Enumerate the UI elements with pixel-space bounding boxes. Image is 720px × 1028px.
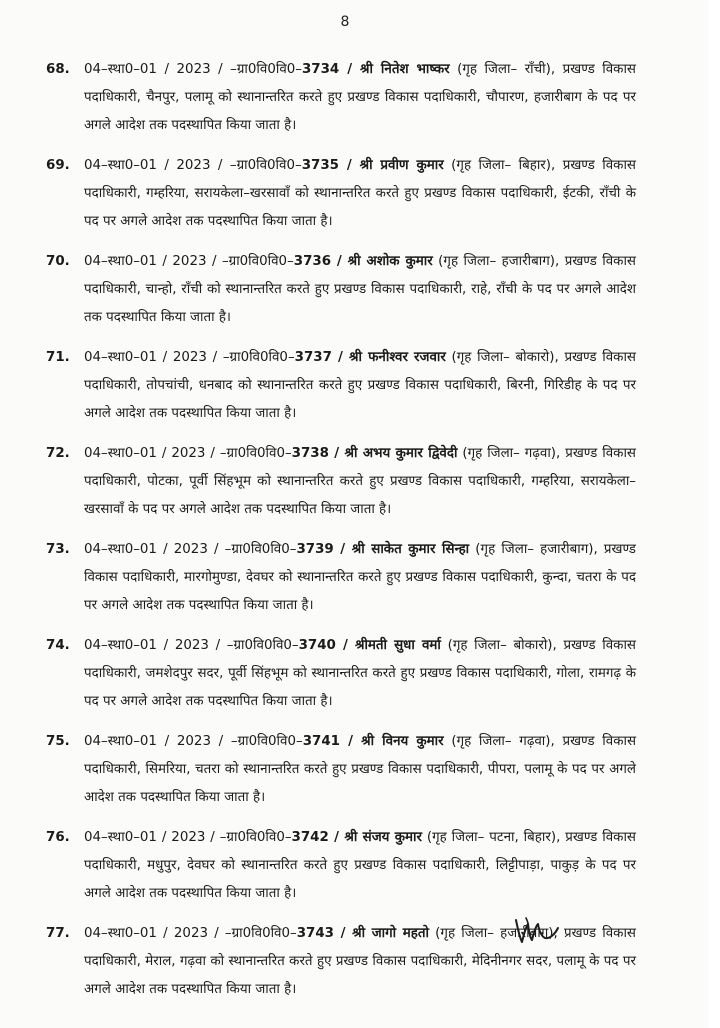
transfer-order [40,536,636,620]
reference-number: 3736 [293,254,332,269]
officer-name: / श्री जागो महतो [334,926,429,941]
order-number: 76. [46,830,70,845]
transfer-order [40,440,636,524]
order-details: (गृह जिला– बोकारो), प्रखण्ड विकास पदाधिकारी, तोपचांची, धनबाद को स्थानान्तरित करते हुए प्रखण्ड विकास पदाधिकारी, बिरनी, गिरिडीह के पद पर अगले आदेश तक पदस्थापित किया जाता है। [84,350,636,421]
transfer-order [40,152,636,236]
transfer-order [40,56,636,140]
reference-number: 3739 [296,542,334,557]
reference-number: 3734 [301,62,340,77]
reference-prefix: 04–स्था0–01 / 2023 / –ग्रा0वि0वि0– [84,638,299,653]
order-details: (गृह जिला– हजारीबाग), प्रखण्ड विकास पदाधिकारी, मेराल, गढ़वा को स्थानान्तरित करते हुए प्रखण्ड विकास पदाधिकारी, मेदिनीनगर सदर, पलामू के पद पर अगले आदेश तक पदस्थापित किया जाता है। [84,926,636,997]
order-details: (गृह जिला– हजारीबाग), प्रखण्ड विकास पदाधिकारी, चान्हो, राँची को स्थानान्तरित करते हुए प्रखण्ड विकास पदाधिकारी, राहे, राँची के पद पर अगले आदेश तक पदस्थापित किया जाता है। [84,254,636,325]
order-details: (गृह जिला– गढ़वा), प्रखण्ड विकास पदाधिकारी, सिमरिया, चतरा को स्थानान्तरित करते हुए प्रखण्ड विकास पदाधिकारी, पीपरा, पलामू के पद पर अगले आदेश तक पदस्थापित किया जाता है। [84,734,636,805]
reference-prefix: 04–स्था0–01 / 2023 / –ग्रा0वि0वि0– [84,446,292,461]
reference-prefix: 04–स्था0–01 / 2023 / –ग्रा0वि0वि0– [84,734,303,749]
reference-number: 3740 [298,638,336,653]
officer-name: / श्रीमती सुधा वर्मा [335,638,441,653]
transfer-order [40,632,636,716]
transfer-order [40,344,636,428]
reference-number: 3743 [296,926,334,941]
page-number: 8 [340,14,350,30]
officer-name: / श्री अभय कुमार द्विवेदी [328,446,458,461]
order-number: 70. [46,254,70,269]
order-number: 73. [46,542,70,557]
officer-name: / श्री संजय कुमार [328,830,422,845]
order-details: (गृह जिला– पटना, बिहार), प्रखण्ड विकास पदाधिकारी, मधुपुर, देवघर को स्थानान्तरित करते हुए प्रखण्ड विकास पदाधिकारी, लिट्टीपाड़ा, पाकुड़ के पद पर अगले आदेश तक पदस्थापित किया जाता है। [84,830,636,901]
reference-prefix: 04–स्था0–01 / 2023 / –ग्रा0वि0वि0– [84,350,295,365]
transfer-order [40,824,636,908]
order-number: 77. [46,926,70,941]
reference-number: 3742 [291,830,329,845]
reference-number: 3737 [294,350,332,365]
transfer-order [40,728,636,812]
officer-name: / श्री प्रवीण कुमार [338,158,444,173]
reference-prefix: 04–स्था0–01 / 2023 / –ग्रा0वि0वि0– [84,830,292,845]
officer-name: / श्री नितेश भाष्कर [339,62,450,77]
order-details: (गृह जिला– बिहार), प्रखण्ड विकास पदाधिकारी, गम्हरिया, सरायकेला–खरसावाँ को स्थानान्तरित करते हुए प्रखण्ड विकास पदाधिकारी, ईटकी, राँची के पद पर अगले आदेश तक पदस्थापित किया जाता है। [84,158,636,229]
reference-prefix: 04–स्था0–01 / 2023 / –ग्रा0वि0वि0– [84,254,294,269]
reference-number: 3735 [301,158,339,173]
officer-name: / श्री विनय कुमार [339,734,444,749]
order-details: (गृह जिला– गढ़वा), प्रखण्ड विकास पदाधिकारी, पोटका, पूर्वी सिंहभूम को स्थानान्तरित करते हुए प्रखण्ड विकास पदाधिकारी, गम्हरिया, सरायकेला–खरसावाँ के पद पर अगले आदेश तक पदस्थापित किया जाता है। [84,446,636,517]
order-number: 69. [46,158,70,173]
order-number: 75. [46,734,70,749]
reference-prefix: 04–स्था0–01 / 2023 / –ग्रा0वि0वि0– [84,158,302,173]
order-number: 68. [46,62,70,77]
officer-name: / श्री फनीश्वर रजवार [331,350,446,365]
order-number: 74. [46,638,70,653]
order-details: (गृह जिला– राँची), प्रखण्ड विकास पदाधिकारी, चैनपुर, पलामू को स्थानान्तरित करते हुए प्रखण्ड विकास पदाधिकारी, चौपारण, हजारीबाग के पद पर अगले आदेश तक पदस्थापित किया जाता है। [84,62,636,133]
order-details: (गृह जिला– बोकारो), प्रखण्ड विकास पदाधिकारी, जमशेदपुर सदर, पूर्वी सिंहभूम को स्थानान्तरित करते हुए प्रखण्ड विकास पदाधिकारी, गोला, रामगढ़ के पद पर अगले आदेश तक पदस्थापित किया जाता है। [84,638,636,709]
order-number: 71. [46,350,70,365]
reference-prefix: 04–स्था0–01 / 2023 / –ग्रा0वि0वि0– [84,926,297,941]
order-details: (गृह जिला– हजारीबाग), प्रखण्ड विकास पदाधिकारी, मारगोमुण्डा, देवघर को स्थानान्तरित करते हुए प्रखण्ड विकास पदाधिकारी, कुन्दा, चतरा के पद पर अगले आदेश तक पदस्थापित किया जाता है। [84,542,636,613]
reference-number: 3738 [291,446,329,461]
reference-prefix: 04–स्था0–01 / 2023 / –ग्रा0वि0वि0– [84,62,302,77]
signature-mark [512,912,562,948]
transfer-order [40,248,636,332]
transfer-orders-list [40,56,636,1016]
officer-name: / श्री अशोक कुमार [331,254,433,269]
officer-name: / श्री साकेत कुमार सिन्हा [333,542,470,557]
reference-prefix: 04–स्था0–01 / 2023 / –ग्रा0वि0वि0– [84,542,297,557]
order-number: 72. [46,446,70,461]
reference-number: 3741 [302,734,340,749]
